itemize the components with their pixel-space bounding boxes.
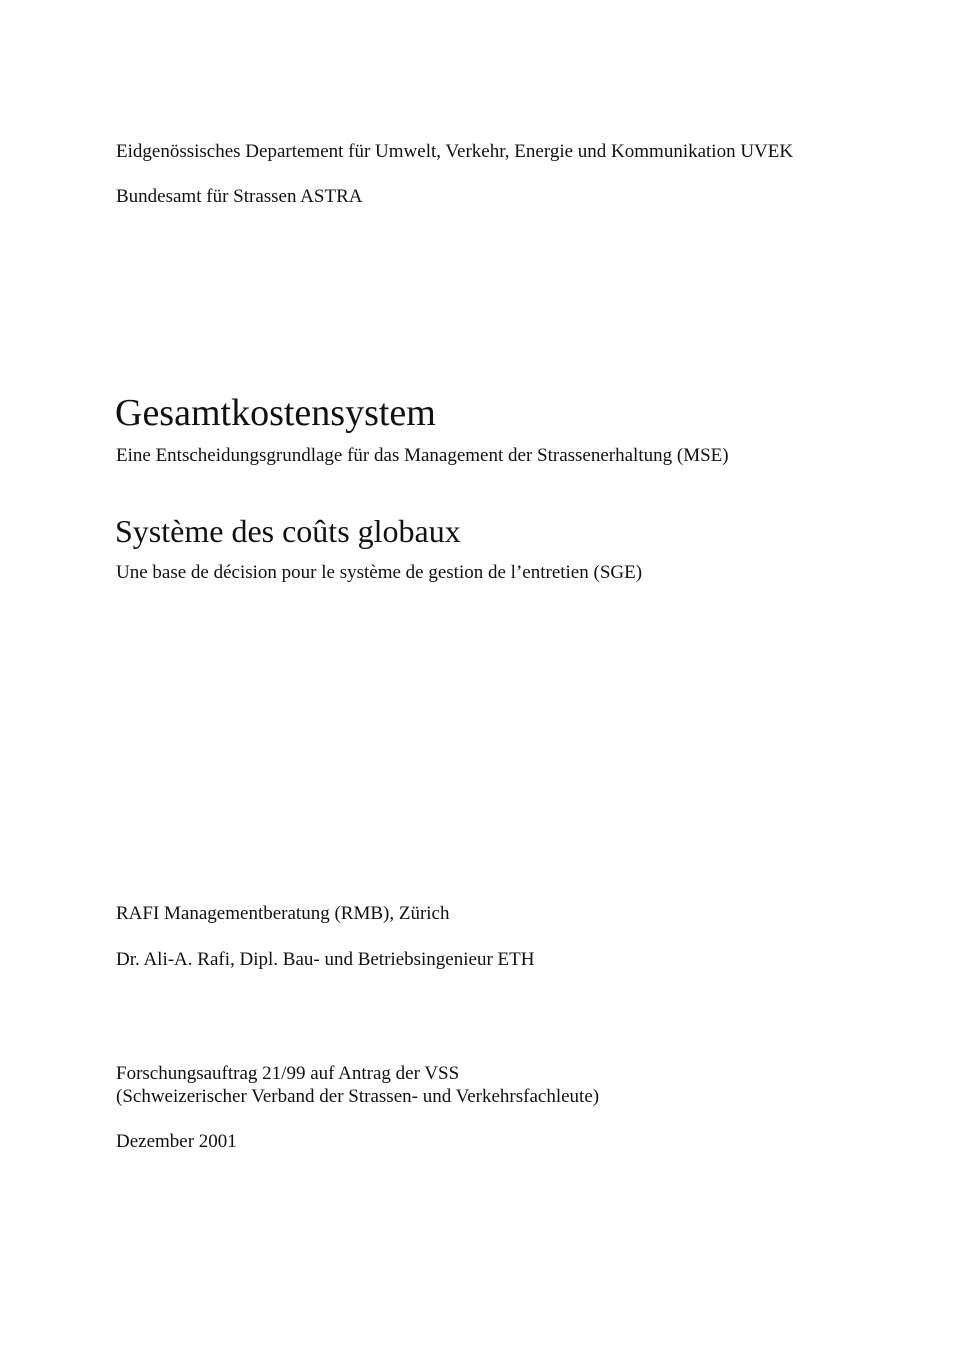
publication-date: Dezember 2001 [116, 1131, 237, 1152]
author-firm: RAFI Managementberatung (RMB), Zürich [116, 903, 450, 924]
document-subtitle-de: Eine Entscheidungsgrundlage für das Management der Strassenerhaltung (MSE) [116, 445, 729, 466]
author-name: Dr. Ali-A. Rafi, Dipl. Bau- und Betriebsingenieur ETH [116, 949, 535, 970]
document-subtitle-fr: Une base de décision pour le système de gestion de l’entretien (SGE) [116, 562, 643, 583]
department-name: Eidgenössisches Departement für Umwelt, Verkehr, Energie und Kommunikation UVEK [116, 141, 794, 162]
office-name: Bundesamt für Strassen ASTRA [116, 186, 363, 207]
research-order: Forschungsauftrag 21/99 auf Antrag der VSS [116, 1063, 460, 1084]
document-title-de: Gesamtkostensystem [115, 392, 436, 434]
document-title-fr: Système des coûts globaux [115, 513, 461, 549]
association-name: (Schweizerischer Verband der Strassen- und Verkehrsfachleute) [116, 1086, 600, 1107]
